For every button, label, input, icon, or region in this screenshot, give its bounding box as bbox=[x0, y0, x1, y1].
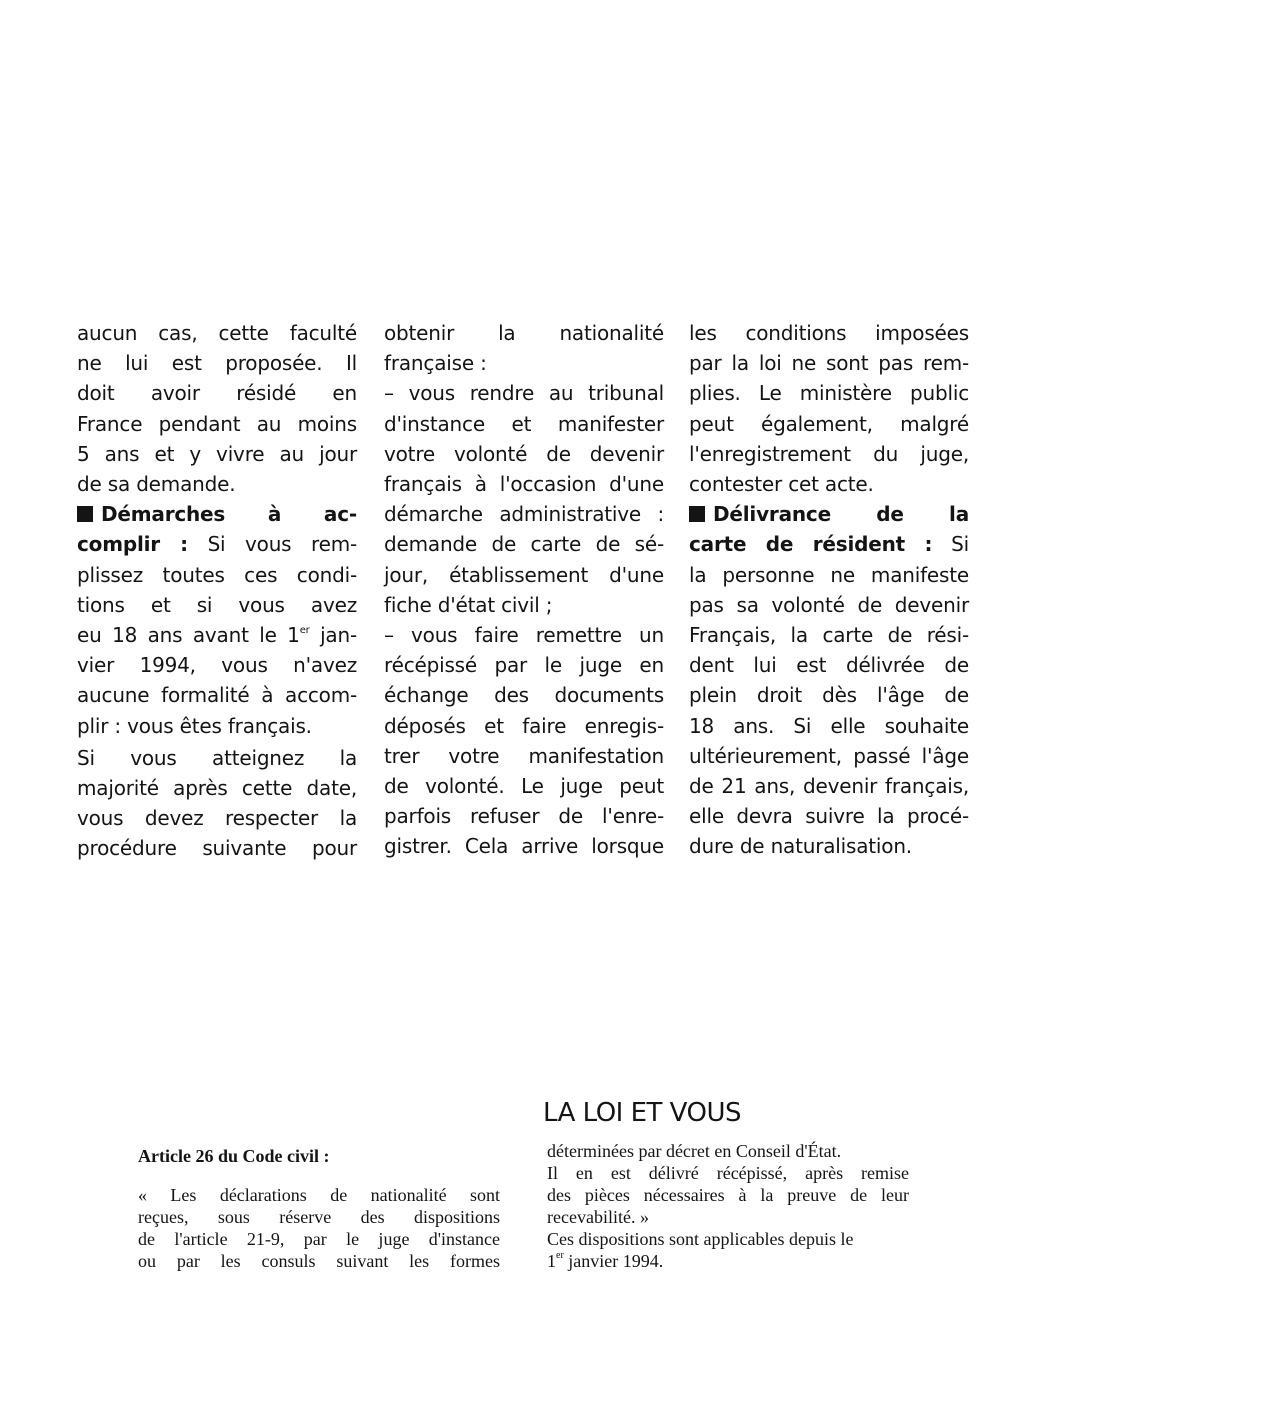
text-line: – vous faire remettre un bbox=[384, 623, 664, 648]
text-line: échange des documents bbox=[384, 683, 664, 708]
text-line: aucune formalité à accom- bbox=[77, 683, 357, 708]
article-column-3 bbox=[689, 318, 969, 862]
text-line: 18 ans. Si elle souhaite bbox=[689, 713, 969, 738]
section-heading-demarches bbox=[77, 499, 357, 529]
law-text-line: ou par les consuls suivant les formes bbox=[138, 1251, 500, 1271]
text-line: contester cet acte. bbox=[689, 472, 874, 497]
law-box-title: LA LOI ET VOUS bbox=[543, 1098, 741, 1128]
law-text-line bbox=[547, 1250, 909, 1272]
law-box-column-2 bbox=[547, 1140, 909, 1272]
text-line: vous devez respecter la bbox=[77, 806, 357, 831]
law-text-line: Ces dispositions sont applicables depuis le bbox=[547, 1229, 854, 1249]
text-line: plies. Le ministère public bbox=[689, 381, 969, 406]
text-line: l'enregistrement du juge, bbox=[689, 441, 969, 466]
law-text-line: reçues, sous réserve des dispositions bbox=[138, 1207, 500, 1227]
section-heading-text: carte de résident : bbox=[689, 532, 933, 557]
text-line: aucun cas, cette faculté bbox=[77, 321, 357, 345]
law-text-line: recevabilité. » bbox=[547, 1207, 649, 1227]
text-fragment: Si bbox=[932, 532, 969, 557]
text-line: pas sa volonté de devenir bbox=[689, 592, 969, 617]
text-fragment: eu 18 ans avant le 1 bbox=[77, 623, 300, 648]
text-fragment: janvier 1994. bbox=[563, 1251, 664, 1271]
text-line: la personne ne manifeste bbox=[689, 562, 969, 587]
law-text-line: des pièces nécessaires à la preuve de leur bbox=[547, 1185, 909, 1205]
text-line: ultérieurement, passé l'âge bbox=[689, 743, 969, 768]
text-line: vier 1994, vous n'avez bbox=[77, 653, 357, 678]
section-heading-text: Délivrance de la bbox=[713, 502, 969, 527]
law-text-line: déterminées par décret en Conseil d'État. bbox=[547, 1141, 842, 1161]
text-line: d'instance et manifester bbox=[384, 411, 664, 436]
text-line: 5 ans et y vivre au jour bbox=[77, 441, 357, 466]
text-line: trer votre manifestation bbox=[384, 743, 664, 768]
text-line: plein droit dès l'âge de bbox=[689, 683, 969, 708]
text-line: demande de carte de sé- bbox=[384, 532, 664, 557]
text-line: récépissé par le juge en bbox=[384, 653, 664, 678]
square-bullet-icon bbox=[689, 506, 705, 522]
law-text-line: « Les déclarations de nationalité sont bbox=[138, 1185, 500, 1205]
text-line: par la loi ne sont pas rem- bbox=[689, 351, 969, 376]
text-fragment: jan- bbox=[309, 623, 357, 648]
text-line bbox=[689, 529, 969, 559]
section-heading-delivrance bbox=[689, 499, 969, 529]
text-line: doit avoir résidé en bbox=[77, 381, 357, 406]
text-line: procédure suivante pour bbox=[77, 836, 357, 861]
text-line: jour, établissement d'une bbox=[384, 562, 664, 587]
text-line: dent lui est délivrée de bbox=[689, 653, 969, 678]
text-line: obtenir la nationalité bbox=[384, 321, 664, 345]
text-line bbox=[77, 529, 357, 559]
law-box-column-1 bbox=[138, 1144, 500, 1272]
superscript: er bbox=[299, 625, 310, 637]
law-article-heading: Article 26 du Code civil : bbox=[138, 1146, 330, 1166]
law-text-line: de l'article 21-9, par le juge d'instance bbox=[138, 1229, 500, 1249]
text-line: français à l'occasion d'une bbox=[384, 472, 664, 497]
text-line: Français, la carte de rési- bbox=[689, 623, 969, 648]
text-line: démarche administrative : bbox=[384, 502, 664, 527]
text-line: de volonté. Le juge peut bbox=[384, 774, 664, 799]
text-line: de 21 ans, devenir français, bbox=[689, 774, 969, 799]
article-column-2 bbox=[384, 318, 664, 862]
text-line: Si vous atteignez la bbox=[77, 745, 357, 770]
text-line: parfois refuser de l'enre- bbox=[384, 804, 664, 829]
text-line: peut également, malgré bbox=[689, 411, 969, 436]
text-line: de sa demande. bbox=[77, 472, 236, 497]
text-fragment: Si vous rem- bbox=[187, 532, 357, 557]
text-line: tions et si vous avez bbox=[77, 592, 357, 617]
text-line: dure de naturalisation. bbox=[689, 834, 912, 859]
text-line: française : bbox=[384, 351, 487, 376]
text-line: majorité après cette date, bbox=[77, 776, 357, 801]
text-line: fiche d'état civil ; bbox=[384, 592, 553, 617]
section-heading-text: complir : bbox=[77, 532, 188, 557]
text-line bbox=[77, 620, 357, 650]
text-line: les conditions imposées bbox=[689, 321, 969, 345]
text-line: ne lui est proposée. Il bbox=[77, 351, 357, 376]
section-heading-text: Démarches à ac- bbox=[101, 502, 357, 527]
text-fragment: 1 bbox=[547, 1251, 556, 1271]
square-bullet-icon bbox=[77, 506, 93, 522]
text-line: gistrer. Cela arrive lorsque bbox=[384, 834, 664, 859]
article-column-1 bbox=[77, 318, 357, 864]
text-line: votre volonté de devenir bbox=[384, 441, 664, 466]
text-line: France pendant au moins bbox=[77, 411, 357, 436]
text-line: plissez toutes ces condi- bbox=[77, 562, 357, 587]
text-line: déposés et faire enregis- bbox=[384, 713, 664, 738]
text-line: plir : vous êtes français. bbox=[77, 713, 312, 738]
text-line: elle devra suivre la procé- bbox=[689, 804, 969, 829]
law-text-line: Il en est délivré récépissé, après remise bbox=[547, 1163, 909, 1183]
superscript: er bbox=[556, 1250, 564, 1261]
text-line: – vous rendre au tribunal bbox=[384, 381, 664, 406]
